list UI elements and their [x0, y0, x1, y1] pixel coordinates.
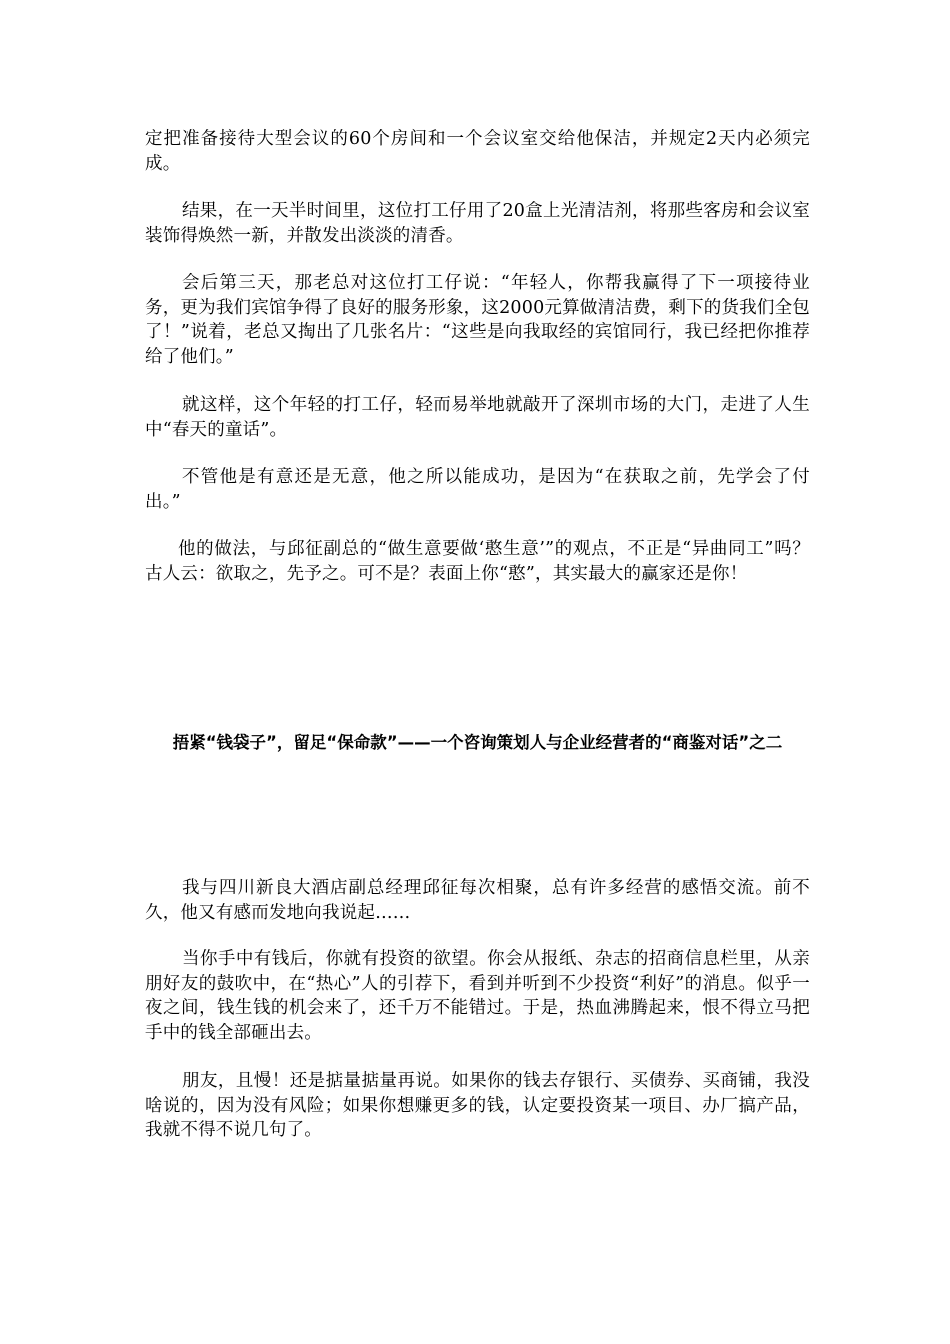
paragraph-shenzhen-market: 就这样，这个年轻的打工仔，轻而易举地就敲开了深圳市场的大门，走进了人生中“春天的童话”。	[145, 395, 810, 440]
paragraph-intro: 我与四川新良大酒店副总经理邱征每次相聚，总有许多经营的感悟交流。前不久，他又有感而发地向我说起……	[145, 878, 810, 923]
paragraph-third-day: 会后第三天，那老总对这位打工仔说：“年轻人，你帮我赢得了下一项接待业务，更为我们宾馆争得了良好的服务形象，这2000元算做清洁费，剩下的货我们全包了！”说着，老总又掏出了几张名片：“这些是向我取经的宾馆同行，我已经把你推荐给了他们。”	[145, 273, 810, 367]
article-title: 捂紧“钱袋子”，留足“保命款”——一个咨询策划人与企业经营者的“商鉴对话”之二	[172, 733, 783, 752]
paragraph-success-reason: 不管他是有意还是无意，他之所以能成功，是因为“在获取之前，先学会了付出。”	[145, 467, 810, 512]
paragraph-continuation: 定把准备接待大型会议的60个房间和一个会议室交给他保洁，并规定2天内必须完成。	[145, 129, 810, 174]
paragraph-caution: 朋友，且慢！还是掂量掂量再说。如果你的钱去存银行、买债券、买商铺，我没啥说的，因为没有风险；如果你想赚更多的钱，认定要投资某一项目、办厂搞产品，我就不得不说几句了。	[145, 1071, 810, 1140]
paragraph-result: 结果，在一天半时间里，这位打工仔用了20盒上光清洁剂，将那些客房和会议室装饰得焕然一新，并散发出淡淡的清香。	[145, 201, 810, 246]
paragraph-conclusion: 他的做法，与邱征副总的“做生意要做‘憨生意’”的观点，不正是“异曲同工”吗？古人云：欲取之，先予之。可不是？表面上你“憨”，其实最大的赢家还是你！	[145, 539, 810, 584]
paragraph-investment-desire: 当你手中有钱后，你就有投资的欲望。你会从报纸、杂志的招商信息栏里，从亲朋好友的鼓吹中，在“热心”人的引荐下，看到并听到不少投资“利好”的消息。似乎一夜之间，钱生钱的机会来了，还千万不能错过。于是，热血沸腾起来，恨不得立马把手中的钱全部砸出去。	[145, 949, 810, 1043]
